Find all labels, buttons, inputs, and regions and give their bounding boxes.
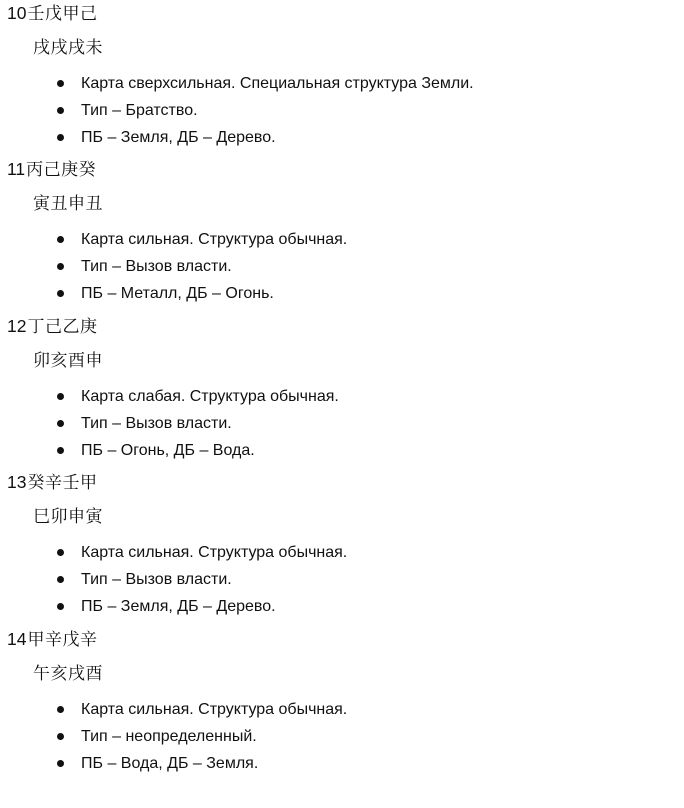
list-item-text: ПБ – Огонь, ДБ – Вода. bbox=[81, 441, 255, 459]
bullet-icon bbox=[57, 290, 64, 297]
list-item-text: Тип – Братство. bbox=[81, 102, 198, 119]
entry-stems: 甲辛戊辛 bbox=[27, 629, 98, 650]
entry-11 bbox=[0, 156, 684, 312]
bullet-icon bbox=[57, 706, 64, 713]
bullet-icon bbox=[57, 420, 64, 427]
entry-number: 11 bbox=[7, 159, 26, 180]
list-item-text: ПБ – Металл, ДБ – Огонь. bbox=[81, 285, 274, 303]
entry-number: 14 bbox=[7, 628, 27, 649]
list-item-text: Карта сильная. Структура обычная. bbox=[81, 231, 348, 249]
entry-stems: 壬戊甲己 bbox=[27, 4, 98, 24]
bullet-icon bbox=[57, 760, 64, 767]
list-item-text: Тип – неопределенный. bbox=[81, 727, 257, 745]
list-item-text: Тип – Вызов власти. bbox=[81, 571, 232, 589]
entry-number: 13 bbox=[7, 472, 27, 493]
entry-title bbox=[7, 313, 97, 339]
bullet-icon bbox=[57, 236, 64, 243]
entry-stems: 癸辛壬甲 bbox=[27, 473, 98, 494]
entry-12 bbox=[0, 313, 684, 469]
entry-stems: 丙己庚癸 bbox=[26, 160, 97, 181]
entry-branches: 戌戌戌未 bbox=[33, 38, 103, 58]
entry-number: 12 bbox=[7, 315, 27, 336]
entry-branches: 卯亥酉申 bbox=[33, 350, 103, 371]
list-item-text: Тип – Вызов власти. bbox=[81, 258, 232, 276]
bullet-icon bbox=[57, 393, 64, 400]
list-item-text: Карта сильная. Структура обычная. bbox=[81, 544, 348, 562]
list-item-text: Тип – Вызов власти. bbox=[81, 414, 232, 432]
list-item-text: ПБ – Земля, ДБ – Дерево. bbox=[81, 598, 276, 616]
entry-10 bbox=[0, 0, 684, 156]
entry-branches: 寅丑申丑 bbox=[33, 194, 103, 215]
bullet-icon bbox=[57, 134, 64, 141]
list-item-text: Карта слабая. Структура обычная. bbox=[81, 387, 339, 405]
entry-title bbox=[7, 469, 97, 495]
list-item-text: Карта сверхсильная. Специальная структура Земли. bbox=[81, 75, 474, 92]
entry-branches: 午亥戌酉 bbox=[33, 663, 103, 684]
bullet-icon bbox=[57, 603, 64, 610]
bullet-icon bbox=[57, 80, 64, 87]
entry-number: 10 bbox=[7, 3, 27, 23]
entry-title bbox=[7, 626, 97, 652]
entry-title bbox=[7, 156, 96, 182]
entry-title bbox=[7, 0, 97, 26]
entry-branches: 巳卯申寅 bbox=[33, 507, 103, 528]
list-item-text: Карта сильная. Структура обычная. bbox=[81, 700, 348, 718]
entry-14 bbox=[0, 626, 684, 782]
entry-stems: 丁己乙庚 bbox=[27, 316, 98, 337]
bullet-icon bbox=[57, 549, 64, 556]
list-item-text: ПБ – Вода, ДБ – Земля. bbox=[81, 754, 259, 772]
list-item-text: ПБ – Земля, ДБ – Дерево. bbox=[81, 129, 276, 146]
entry-13 bbox=[0, 469, 684, 625]
bullet-icon bbox=[57, 576, 64, 583]
bullet-icon bbox=[57, 107, 64, 114]
bullet-icon bbox=[57, 733, 64, 740]
bullet-icon bbox=[57, 447, 64, 454]
bullet-icon bbox=[57, 263, 64, 270]
